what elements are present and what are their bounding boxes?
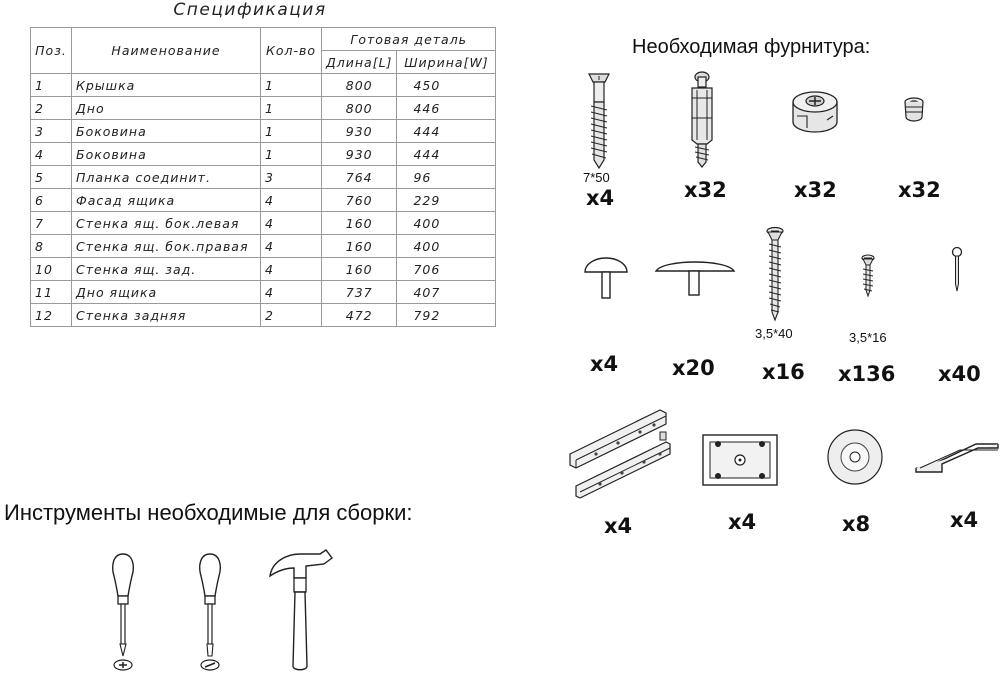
cell-length: 760: [322, 189, 397, 212]
long-screw-icon: [763, 226, 787, 322]
felt-pad-icon: [826, 428, 884, 486]
cell-pos: 4: [31, 143, 72, 166]
hardware-qty-4: x32: [898, 178, 941, 202]
table-row: [31, 235, 496, 258]
cell-length: 160: [322, 212, 397, 235]
hardware-size-1: 7*50: [583, 170, 610, 185]
spec-title: Спецификация: [173, 0, 327, 20]
hardware-size-8: 3,5*16: [849, 330, 887, 345]
cell-name: Боковина: [72, 143, 261, 166]
hardware-qty-3: x32: [794, 178, 837, 202]
cell-length: 930: [322, 120, 397, 143]
hardware-title: Необходимая фурнитура:: [632, 36, 871, 58]
header-length: Длина[L]: [322, 51, 397, 74]
table-row: [31, 143, 496, 166]
cell-name: Дно: [72, 97, 261, 120]
header-part: Готовая деталь: [322, 28, 496, 51]
flat-screwdriver-icon: [192, 552, 228, 677]
tools-title: Инструменты необходимые для сборки:: [4, 500, 413, 525]
cell-length: 800: [322, 97, 397, 120]
cell-name: Крышка: [72, 74, 261, 97]
cell-width: 444: [397, 120, 496, 143]
cell-qty: 4: [261, 281, 322, 304]
spec-table: [30, 27, 496, 327]
cell-length: 160: [322, 235, 397, 258]
confirmat-screw-icon: [584, 70, 614, 170]
cell-pos: 8: [31, 235, 72, 258]
cell-qty: 4: [261, 235, 322, 258]
hardware-qty-1: x4: [586, 186, 615, 210]
hardware-qty-10: x4: [604, 514, 633, 538]
cell-pos: 10: [31, 258, 72, 281]
table-row: [31, 189, 496, 212]
cell-length: 472: [322, 304, 397, 327]
cell-length: 930: [322, 143, 397, 166]
cell-width: 229: [397, 189, 496, 212]
cell-pos: 2: [31, 97, 72, 120]
hardware-qty-5: x4: [590, 352, 619, 376]
cell-qty: 4: [261, 212, 322, 235]
cell-pos: 1: [31, 74, 72, 97]
cell-width: 407: [397, 281, 496, 304]
cell-pos: 12: [31, 304, 72, 327]
cell-width: 444: [397, 143, 496, 166]
cell-qty: 1: [261, 120, 322, 143]
cell-length: 800: [322, 74, 397, 97]
header-width: Ширина[W]: [397, 51, 496, 74]
mounting-plate-icon: [702, 434, 778, 486]
eccentric-cam-icon: [787, 86, 843, 138]
cell-width: 450: [397, 74, 496, 97]
cell-width: 706: [397, 258, 496, 281]
table-row: [31, 258, 496, 281]
eccentric-rod-icon: [685, 70, 719, 168]
cell-name: Фасад ящика: [72, 189, 261, 212]
table-row: [31, 74, 496, 97]
hardware-qty-2: x32: [684, 178, 727, 202]
handle-icon: [914, 438, 1000, 474]
cell-width: 400: [397, 235, 496, 258]
cell-pos: 5: [31, 166, 72, 189]
drawer-slide-icon: [566, 404, 672, 502]
header-qty: Кол-во: [261, 28, 322, 74]
hardware-qty-8: x136: [838, 362, 896, 386]
cell-qty: 2: [261, 304, 322, 327]
cell-pos: 6: [31, 189, 72, 212]
cell-qty: 4: [261, 258, 322, 281]
hardware-qty-6: x20: [672, 356, 715, 380]
table-row: [31, 281, 496, 304]
cell-length: 737: [322, 281, 397, 304]
table-row: [31, 97, 496, 120]
hardware-size-7: 3,5*40: [755, 326, 793, 341]
header-name: Наименование: [72, 28, 261, 74]
cell-name: Стенка задняя: [72, 304, 261, 327]
cell-name: Боковина: [72, 120, 261, 143]
cell-width: 400: [397, 212, 496, 235]
cell-name: Планка соединит.: [72, 166, 261, 189]
cell-pos: 11: [31, 281, 72, 304]
hardware-qty-12: x8: [842, 512, 871, 536]
cell-width: 96: [397, 166, 496, 189]
short-screw-icon: [859, 254, 877, 298]
cell-name: Дно ящика: [72, 281, 261, 304]
cell-length: 160: [322, 258, 397, 281]
table-row: [31, 304, 496, 327]
cell-qty: 1: [261, 74, 322, 97]
cell-pos: 3: [31, 120, 72, 143]
table-row: [31, 212, 496, 235]
cell-name: Стенка ящ. зад.: [72, 258, 261, 281]
cell-name: Стенка ящ. бок.левая: [72, 212, 261, 235]
hammer-icon: [266, 548, 336, 679]
cell-name: Стенка ящ. бок.правая: [72, 235, 261, 258]
large-support-icon: [654, 253, 736, 297]
cell-pos: 7: [31, 212, 72, 235]
nail-icon: [950, 246, 964, 292]
table-row: [31, 166, 496, 189]
hardware-qty-13: x4: [950, 508, 979, 532]
cell-qty: 4: [261, 189, 322, 212]
cell-width: 792: [397, 304, 496, 327]
cell-length: 764: [322, 166, 397, 189]
cell-qty: 1: [261, 143, 322, 166]
hardware-qty-9: x40: [938, 362, 981, 386]
cell-qty: 3: [261, 166, 322, 189]
cell-qty: 1: [261, 97, 322, 120]
hardware-qty-11: x4: [728, 510, 757, 534]
cell-width: 446: [397, 97, 496, 120]
phillips-screwdriver-icon: [105, 552, 141, 677]
header-pos: Поз.: [31, 28, 72, 74]
hardware-qty-7: x16: [762, 360, 805, 384]
small-support-icon: [582, 256, 630, 300]
plastic-dowel-icon: [902, 97, 926, 123]
table-row: [31, 120, 496, 143]
